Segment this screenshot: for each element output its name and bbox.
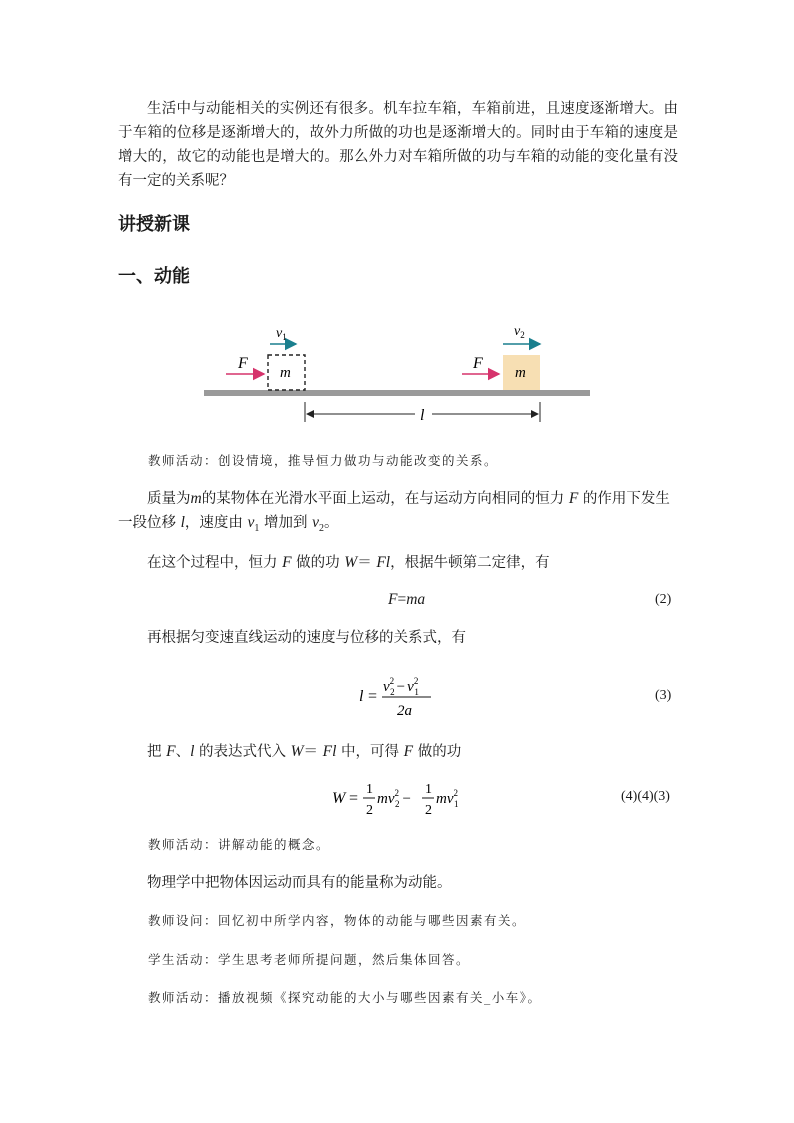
svg-text:W: W: [332, 790, 346, 807]
student-note-4: 学生活动：学生思考老师所提问题，然后集体回答。: [148, 952, 471, 967]
teacher-note-5: 教师活动：播放视频《探究动能的大小与哪些因素有关_小车》。: [148, 990, 542, 1005]
svg-text:mv21: $mv^2$ 1: [436, 788, 459, 809]
force-label-2: F: [473, 355, 483, 372]
velocity-label-2: $v_2$: [514, 324, 525, 340]
velocity-label-1: $v_1$: [276, 326, 287, 342]
svg-text:l: l: [359, 688, 364, 705]
kinetic-energy-figure: [200, 318, 600, 428]
svg-text:1: 1: [366, 782, 373, 797]
svg-text:1: 1: [425, 782, 432, 797]
equation-number-2: (2): [655, 592, 672, 607]
distance-label: l: [420, 407, 425, 424]
section-title: 讲授新课: [118, 214, 190, 235]
equation-number-4: (4)(4)(3): [621, 789, 670, 804]
svg-text:2a: 2a: [397, 703, 412, 719]
svg-text:mv22−: $mv^2$ 2 −: [377, 788, 411, 809]
teacher-note-1: 教师活动：创设情境，推导恒力做功与动能改变的关系。: [148, 453, 499, 468]
ground-surface: [204, 390, 590, 396]
force-label-1: F: [238, 355, 248, 372]
svg-text:2: 2: [366, 803, 373, 818]
intro-paragraph: 生活中与动能相关的实例还有很多。机车拉车箱，车箱前进，且速度逐渐增大。由于车箱的位移是逐渐增大的，故外力所做的功也是逐渐增大的。同时由于车箱的速度是增大的，故它的动能也是增大的。那么外力对车箱所做的功与车箱的动能的变化量有没有一定的关系呢？: [118, 101, 678, 189]
equation-2: F=ma: [388, 591, 426, 608]
teacher-note-3: 教师设问：回忆初中所学内容，物体的动能与哪些因素有关。: [148, 913, 527, 928]
mass-label-1: m: [280, 365, 291, 381]
mass-label-2: m: [515, 365, 526, 381]
equation-number-3: (3): [655, 688, 672, 703]
paragraph-substitute: 把 F、l 的表达式代入 W＝ Fl 中，可得 F 做的功: [147, 743, 462, 760]
paragraph-setup: 质量为m的某物体在光滑水平面上运动，在与运动方向相同的恒力 F 的作用下发生一段位移 l，速度由 $v_1$ 增加到 $v_2$。: [118, 490, 670, 534]
paragraph-work: 在这个过程中，恒力 F 做的功 W＝ Fl，根据牛顿第二定律，有: [147, 554, 550, 571]
paragraph-kinematics: 再根据匀变速直线运动的速度与位移的关系式，有: [147, 630, 466, 646]
subsection-title: 一、动能: [118, 266, 190, 287]
svg-text:v22−v21: $v^2$ $2 - v^2$ 1: [383, 676, 419, 697]
paragraph-definition: 物理学中把物体因运动而具有的能量称为动能。: [147, 875, 452, 891]
svg-text:=: =: [368, 688, 378, 705]
svg-text:=: =: [349, 790, 359, 807]
equation-4: [330, 776, 470, 822]
equation-3: [355, 672, 445, 722]
svg-text:2: 2: [425, 803, 432, 818]
teacher-note-2: 教师活动：讲解动能的概念。: [148, 837, 331, 852]
